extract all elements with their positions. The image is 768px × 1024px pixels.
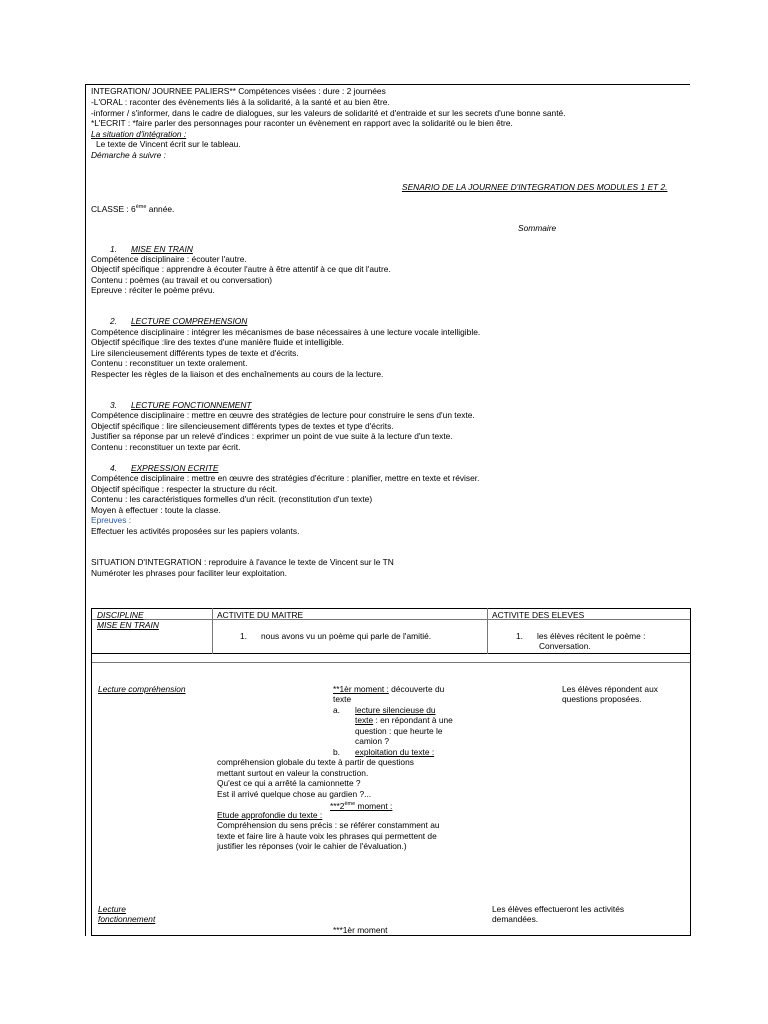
- section-3-line: Compétence disciplinaire : mettre en œuvre des stratégies de lecture pour construire le sens d'un texte.: [91, 410, 475, 420]
- table-rule: [91, 608, 691, 609]
- step-a: a. lecture silencieuse du: [333, 705, 436, 715]
- etude-line: texte et faire lire à haute voix les phrases qui permettent de: [217, 831, 437, 841]
- row-mise-en-train-eleves: 1. les élèves récitent le poème :: [516, 631, 646, 641]
- section-2-line: Contenu : reconstituer un texte oralement.: [91, 358, 248, 368]
- row-lecture-comprehension-discipline: Lecture compréhension: [98, 684, 186, 694]
- situation-title: La situation d'intégration :: [91, 129, 187, 139]
- row-mise-en-train-eleves-2: Conversation.: [539, 641, 591, 651]
- section-4-line: Compétence disciplinaire : mettre en œuvre des stratégies d'écriture : planifier, mettre en texte et réviser.: [91, 473, 480, 483]
- step-a-line-4: camion ?: [355, 736, 389, 746]
- row-mise-en-train-discipline: MISE EN TRAIN: [97, 620, 159, 630]
- section-2-line: Lire silencieusement différents types de texte et d'écrits.: [91, 348, 299, 358]
- header-line-1: INTEGRATION/ JOURNEE PALIERS** Compétences visées : dure : 2 journées: [91, 86, 386, 96]
- table-rule: [212, 608, 213, 654]
- moment-2-label: ***2ème moment :: [330, 800, 393, 811]
- etude-title: Etude approfondie du texte :: [217, 810, 323, 820]
- demarche-label: Démarche à suivre :: [91, 150, 166, 160]
- sommaire-title: Sommaire: [518, 223, 557, 233]
- table-header-discipline: DISCIPLINE: [97, 610, 144, 620]
- section-2-heading: 2. LECTURE COMPREHENSION: [110, 316, 248, 326]
- step-a-line-3: question : que heurte le: [355, 726, 443, 736]
- table-header-maitre: ACTIVITE DU MAITRE: [217, 610, 304, 620]
- row-mise-en-train-maitre: 1. nous avons vu un poème qui parle de l'amitié.: [240, 631, 432, 641]
- section-2-line: Respecter les règles de la liaison et des enchaînements au cours de la lecture.: [91, 369, 384, 379]
- section-4-after: Effectuer les activités proposées sur les papiers volants.: [91, 526, 300, 536]
- step-a-line-2: texte : en répondant à une: [355, 715, 453, 725]
- row-lecture-fonctionnement-eleves-2: demandées.: [492, 914, 539, 924]
- row-lecture-fonctionnement-eleves: Les élèves effectueront les activités: [492, 904, 625, 914]
- row-lecture-comprehension-eleves-2: questions proposées.: [562, 694, 642, 704]
- section-4-line: Moyen à effectuer : toute la classe.: [91, 505, 221, 515]
- section-4-line: Objectif spécifique : respecter la structure du récit.: [91, 484, 278, 494]
- header-line-4: *L'ECRIT : *faire parler des personnages pour raconter un évènement en rapport avec la solidarité ou le bien être.: [91, 118, 513, 128]
- moment-1-label-2: texte: [333, 694, 352, 704]
- epreuves-label: Epreuves :: [91, 515, 132, 525]
- exploitation-line: compréhension globale du texte à partir de questions: [217, 757, 414, 767]
- table-rule: [487, 608, 488, 654]
- situation-text: Le texte de Vincent écrit sur le tableau.: [96, 139, 241, 149]
- etude-line: Compréhension du sens précis : se référer constamment au: [217, 820, 440, 830]
- section-3-line: Justifier sa réponse par un relevé d'indices : exprimer un point de vue suite à la lecture d'un texte.: [91, 431, 453, 441]
- section-3-heading: 3. LECTURE FONCTIONNEMENT: [110, 400, 252, 410]
- section-1-line: Contenu : poèmes (au travail et ou conversation): [91, 275, 273, 285]
- section-2-line: Objectif spécifique :lire des textes d'une manière fluide et intelligible.: [91, 337, 344, 347]
- table-rule: [91, 662, 691, 663]
- section-4-heading: 4. EXPRESSION ECRITE: [110, 463, 219, 473]
- exploitation-line: Est il arrivé quelque chose au gardien ?...: [217, 789, 372, 799]
- section-1-heading: 1. MISE EN TRAIN: [110, 244, 193, 254]
- row-lecture-fonctionnement-maitre: ***1èr moment: [333, 925, 388, 935]
- header-line-3: -informer / s'informer, dans le cadre de dialogues, sur les valeurs de solidarité et d'entraide et sur les secrets d'une bonne santé.: [91, 108, 566, 118]
- step-b: b. exploitation du texte :: [333, 747, 435, 757]
- table-rule: [91, 619, 691, 620]
- exploitation-line: mettant surtout en valeur la construction.: [217, 768, 369, 778]
- table-rule: [91, 935, 691, 936]
- header-line-2: -L'ORAL : raconter des évènements liés à la solidarité, à la santé et au bien être.: [91, 97, 390, 107]
- section-1-line: Epreuve : réciter le poème prévu.: [91, 285, 215, 295]
- etude-line: justifier les réponses (voir le cahier de l'évaluation.): [217, 841, 407, 851]
- situation-integration-line-1: SITUATION D'INTEGRATION : reproduire à l'avance le texte de Vincent sur le TN: [91, 557, 394, 567]
- row-lecture-comprehension-eleves: Les élèves répondent aux: [562, 684, 658, 694]
- section-3-line: Contenu : reconstituer un texte par écrit.: [91, 442, 241, 452]
- moment-1-label: **1èr moment : découverte du: [333, 684, 445, 694]
- exploitation-line: Qu'est ce qui a arrêté la camionnette ?: [217, 778, 361, 788]
- table-rule: [690, 608, 691, 935]
- section-1-line: Objectif spécifique : apprendre à écouter l'autre à être attentif à ce que dit l'autre.: [91, 264, 391, 274]
- table-rule: [91, 653, 691, 654]
- section-2-line: Compétence disciplinaire : intégrer les mécanismes de base nécessaires à une lecture vocale intelligible.: [91, 327, 481, 337]
- row-lecture-fonctionnement-discipline-2: fonctionnement: [98, 914, 156, 924]
- classe-label: CLASSE : 6ème année.: [91, 203, 175, 214]
- row-lecture-fonctionnement-discipline: Lecture: [98, 904, 126, 914]
- section-1-line: Compétence disciplinaire : écouter l'autre.: [91, 254, 247, 264]
- table-header-eleves: ACTIVITE DES ELEVES: [492, 610, 585, 620]
- section-4-line: Contenu : les caractéristiques formelles d'un récit. (reconstitution d'un texte): [91, 494, 373, 504]
- section-3-line: Objectif spécifique : lire silencieusement différents types de textes et type d'écrits.: [91, 421, 394, 431]
- situation-integration-line-2: Numéroter les phrases pour faciliter leur exploitation.: [91, 568, 287, 578]
- scenario-title: SENARIO DE LA JOURNEE D'INTEGRATION DES MODULES 1 ET 2.: [402, 182, 668, 192]
- table-rule: [91, 608, 92, 935]
